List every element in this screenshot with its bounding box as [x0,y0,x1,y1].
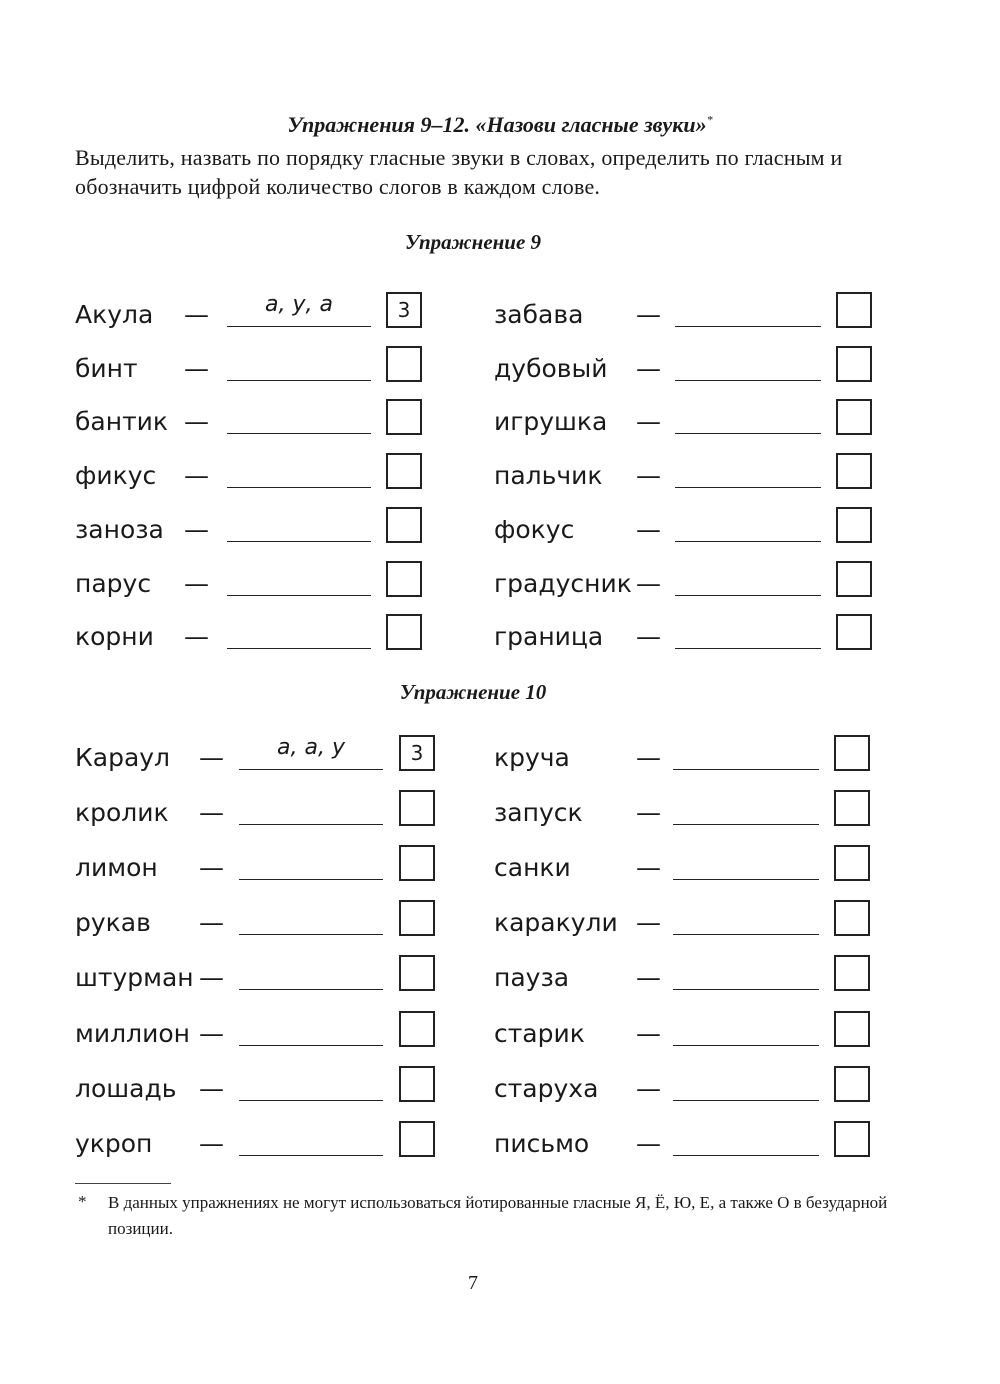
vowel-answer-line[interactable] [675,487,821,488]
word-label: старик [494,1018,585,1048]
syllable-count-box[interactable] [834,790,870,826]
footnote-mark: * [78,1192,87,1211]
syllable-count-box[interactable] [836,292,872,328]
vowel-answer-line[interactable] [675,541,821,542]
vowel-answer-line[interactable] [227,648,371,649]
dash-separator: — [636,1073,661,1103]
dash-separator: — [636,407,661,437]
word-label: пауза [494,963,570,993]
word-label: игрушка [494,407,608,437]
vowel-answer-line[interactable] [673,1045,819,1046]
vowel-answer-line[interactable] [675,326,821,327]
dash-separator: — [184,461,209,491]
exercise-10-title: Упражнение 10 [399,680,547,704]
syllable-count-box[interactable] [399,900,435,936]
dash-separator: — [636,622,661,652]
word-label: фикус [75,461,157,491]
word-label: укроп [75,1128,153,1158]
syllable-count-box[interactable] [386,507,422,543]
word-label: Караул [75,743,171,772]
vowel-answer-line[interactable] [227,326,371,327]
vowel-answer-line[interactable] [673,824,819,825]
word-label: граница [494,622,604,652]
vowel-answer-line[interactable] [227,541,371,542]
vowel-answer: а, а, у [277,735,345,760]
syllable-count-box[interactable] [399,1066,435,1102]
vowel-answer-line[interactable] [673,769,819,770]
vowel-answer-line[interactable] [673,989,819,990]
exercise-group-title [0,112,1000,138]
page-number: 7 [468,1272,478,1294]
dash-separator: — [184,568,209,598]
vowel-answer-line[interactable] [239,1155,383,1156]
dash-separator: — [636,353,661,383]
syllable-count-box[interactable] [834,1121,870,1157]
word-label: санки [494,853,571,883]
dash-separator: — [636,908,661,938]
word-label: дубовый [494,353,608,383]
dash-separator: — [199,743,224,772]
vowel-answer-line[interactable] [239,1100,383,1101]
dash-separator: — [184,300,209,329]
dash-separator: — [636,568,661,598]
word-label: бинт [75,353,138,383]
footnote-marker: * [706,112,713,127]
vowel-answer-line[interactable] [673,1100,819,1101]
syllable-count-box[interactable] [399,1011,435,1047]
word-label: круча [494,743,570,772]
dash-separator: — [636,743,661,772]
vowel-answer-line[interactable] [227,595,371,596]
word-label: парус [75,568,152,598]
dash-separator: — [199,1018,224,1048]
word-label: лимон [75,853,158,883]
vowel-answer-line[interactable] [239,824,383,825]
syllable-count-box[interactable] [386,614,422,650]
syllable-count-box[interactable] [834,955,870,991]
word-label: кролик [75,798,169,828]
vowel-answer-line[interactable] [239,1045,383,1046]
syllable-count-box[interactable] [386,453,422,489]
syllable-count-box[interactable] [834,1066,870,1102]
dash-separator: — [636,798,661,828]
word-label: забава [494,300,584,329]
dash-separator: — [184,514,209,544]
syllable-count-box[interactable] [836,507,872,543]
vowel-answer-line[interactable] [227,380,371,381]
dash-separator: — [636,300,661,329]
syllable-count-box[interactable]: 3 [386,292,422,328]
syllable-count-box[interactable] [834,735,870,771]
word-label: пальчик [494,461,603,491]
vowel-answer-line[interactable] [239,769,383,770]
dash-separator: — [184,353,209,383]
syllable-count-box[interactable] [399,845,435,881]
exercise-group-title-text: Упражнения 9–12. «Назови гласные звуки» [287,112,707,137]
word-label: рукав [75,908,151,938]
syllable-count-box[interactable] [399,955,435,991]
instruction-text: Выделить, назвать по порядку гласные звуки в словах, определить по гласным и обозначить цифрой количество слогов в каждом слове. [75,145,843,199]
vowel-answer: а, у, а [265,292,333,317]
footnote-divider [75,1183,171,1184]
syllable-count-box[interactable] [399,790,435,826]
word-label: миллион [75,1018,190,1048]
syllable-count-box[interactable] [386,561,422,597]
vowel-answer-line[interactable] [227,487,371,488]
syllable-count-box[interactable] [836,399,872,435]
vowel-answer-line[interactable] [675,433,821,434]
vowel-answer-line[interactable] [239,879,383,880]
word-label: письмо [494,1128,590,1158]
vowel-answer-line[interactable] [673,1155,819,1156]
dash-separator: — [199,908,224,938]
dash-separator: — [199,853,224,883]
word-label: бантик [75,407,168,437]
dash-separator: — [636,514,661,544]
vowel-answer-line[interactable] [675,595,821,596]
syllable-count-box[interactable] [386,399,422,435]
syllable-count-box[interactable] [836,346,872,382]
syllable-count-box[interactable]: 3 [399,735,435,771]
dash-separator: — [636,853,661,883]
dash-separator: — [636,1128,661,1158]
exercise-9-title: Упражнение 9 [404,230,542,254]
syllable-count-box[interactable] [836,453,872,489]
dash-separator: — [199,1073,224,1103]
syllable-count-box[interactable] [834,845,870,881]
dash-separator: — [199,963,224,993]
vowel-answer-line[interactable] [675,380,821,381]
word-label: лошадь [75,1073,177,1103]
dash-separator: — [184,407,209,437]
dash-separator: — [636,963,661,993]
vowel-answer-line[interactable] [239,934,383,935]
dash-separator: — [199,1128,224,1158]
syllable-count-box[interactable] [836,561,872,597]
dash-separator: — [184,622,209,652]
word-label: корни [75,622,154,652]
word-label: каракули [494,908,618,938]
vowel-answer-line[interactable] [675,648,821,649]
word-label: фокус [494,514,575,544]
word-label: штурман [75,963,194,993]
footnote-text: В данных упражнениях не могут использоваться йотированные гласные Я, Ё, Ю, Е, а также О в безударной позиции. [108,1193,888,1238]
syllable-count-box[interactable] [836,614,872,650]
dash-separator: — [636,1018,661,1048]
syllable-count-box[interactable] [834,900,870,936]
vowel-answer-line[interactable] [227,433,371,434]
syllable-count-box[interactable] [834,1011,870,1047]
syllable-count-box[interactable] [386,346,422,382]
dash-separator: — [636,461,661,491]
word-label: заноза [75,514,164,544]
syllable-count-box[interactable] [399,1121,435,1157]
dash-separator: — [199,798,224,828]
vowel-answer-line[interactable] [673,879,819,880]
vowel-answer-line[interactable] [673,934,819,935]
word-label: Акула [75,300,154,329]
word-label: запуск [494,798,583,828]
word-label: старуха [494,1073,599,1103]
word-label: градусник [494,568,632,598]
vowel-answer-line[interactable] [239,989,383,990]
